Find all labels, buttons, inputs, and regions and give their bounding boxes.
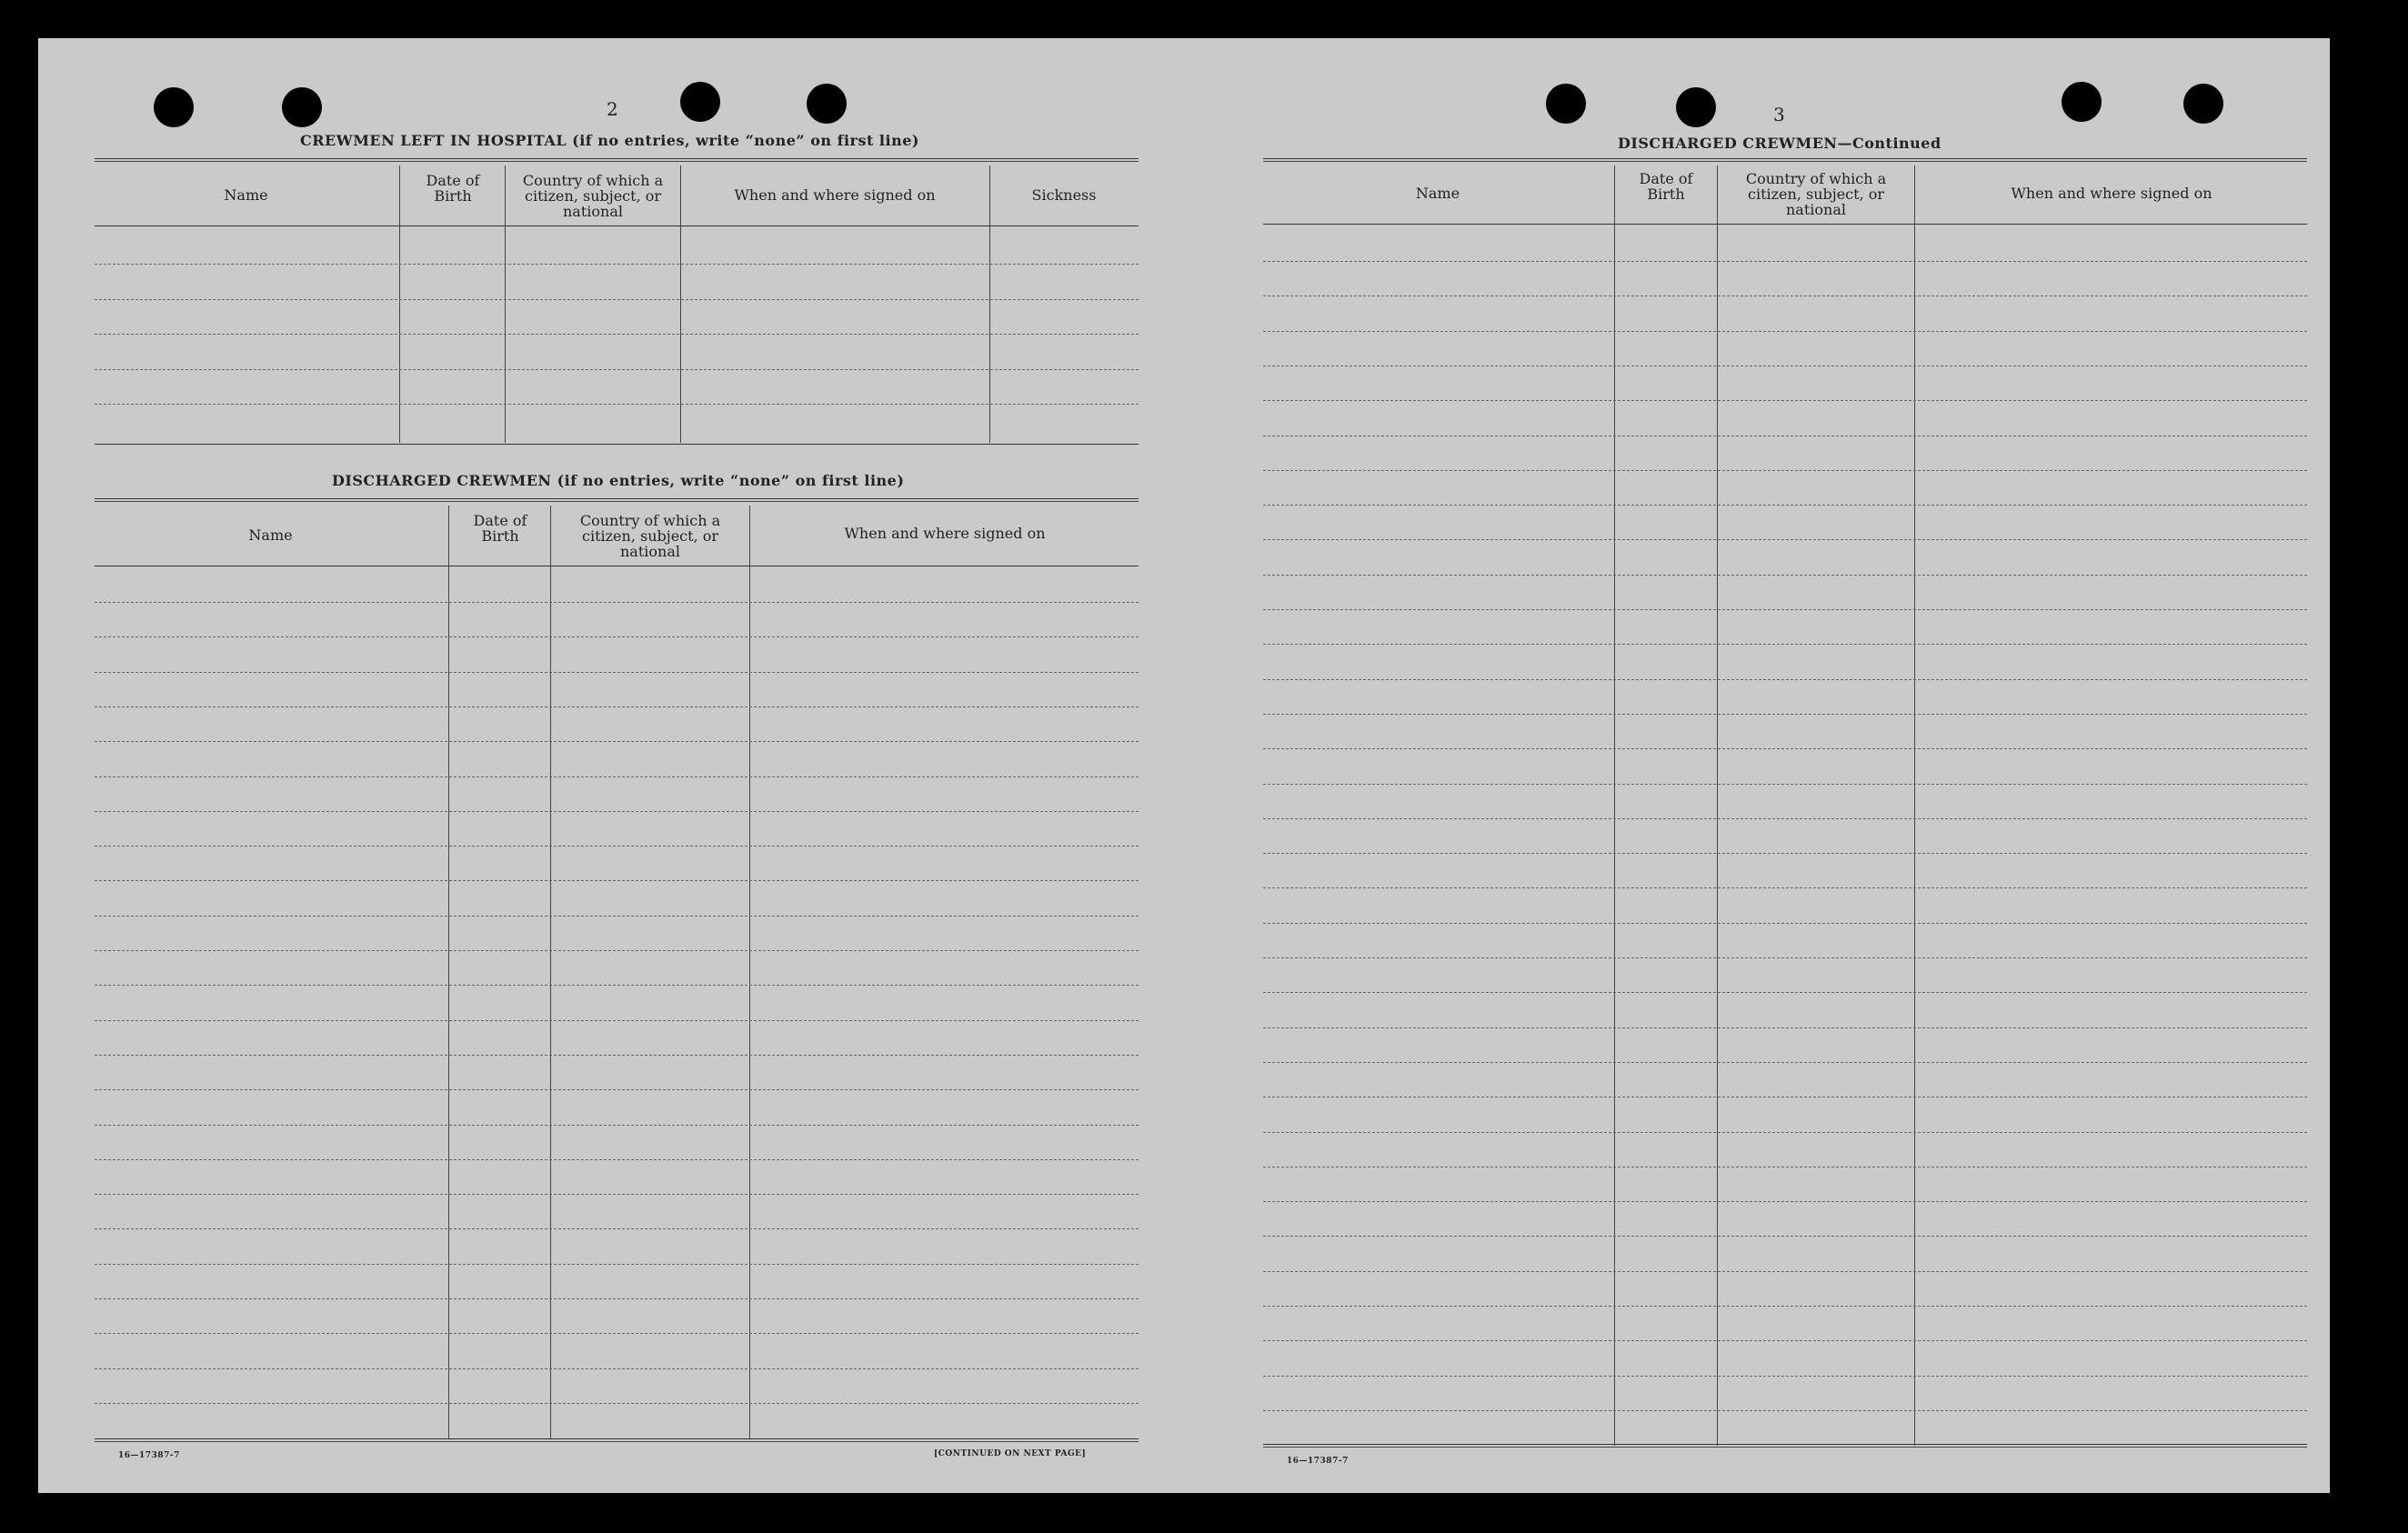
entry-line [95,299,1139,300]
hospital-section-title [300,132,919,149]
right-col-divider [1614,165,1615,1446]
entry-line [1263,784,2307,785]
entry-line [95,1194,1139,1195]
form-sheet [38,38,2330,1493]
entry-line [1263,1271,2307,1272]
punch-hole [2183,84,2223,124]
entry-line [1263,1236,2307,1237]
entry-line [95,1020,1139,1021]
col-header-sickness: Sickness [1031,186,1097,204]
punch-hole [680,82,720,122]
continued-note: [CONTINUED ON NEXT PAGE] [934,1449,1087,1458]
entry-line [95,602,1139,603]
punch-hole [1676,87,1716,127]
entry-line [1263,1132,2307,1133]
col-header-date-of-birth: Date of Birth [1639,170,1693,203]
hospital-col-divider [399,165,400,443]
col-header-date-of-birth: Date of Birth [473,512,527,545]
entry-line [95,950,1139,951]
discharged-top-rule [95,498,1139,502]
entry-line [95,706,1139,707]
entry-line [95,880,1139,881]
entry-line [95,985,1139,986]
hospital-bottom-rule [95,444,1139,445]
entry-line [95,1125,1139,1126]
entry-line [95,1368,1139,1369]
discharged-section-title [332,472,904,489]
entry-line [1263,644,2307,645]
entry-line [95,672,1139,673]
entry-line [1263,331,2307,332]
entry-line [95,811,1139,812]
punch-hole [2062,82,2102,122]
entry-line [95,636,1139,637]
entry-line [1263,400,2307,401]
entry-line [95,1228,1139,1229]
entry-line [95,264,1139,265]
form-number-right: 16—17387-7 [1287,1457,1349,1466]
col-header-signed-on: When and where signed on [844,525,1046,542]
right-col-divider [1717,165,1718,1446]
entry-line [95,741,1139,742]
col-header-country: Country of which a citizen, subject, or national [1745,170,1887,218]
entry-line [95,1089,1139,1090]
entry-line [1263,1340,2307,1341]
entry-line [1263,714,2307,715]
discharged-bottom-rule [95,1438,1139,1442]
form-number-left: 16—17387-7 [118,1451,180,1460]
entry-line [1263,887,2307,888]
entry-line [1263,575,2307,576]
punch-hole [154,87,194,127]
entry-line [95,404,1139,405]
right-bottom-rule [1263,1444,2307,1448]
entry-line [95,916,1139,917]
hospital-col-divider [680,165,681,443]
punch-hole [282,87,322,127]
right-header-rule [1263,224,2307,225]
entry-line [1263,748,2307,749]
col-header-name: Name [224,186,268,204]
entry-line [95,1403,1139,1404]
entry-line [1263,1410,2307,1411]
entry-line [95,1159,1139,1160]
discharged-title-text: DISCHARGED CREWMEN [332,472,552,489]
punch-hole [807,84,847,124]
discharged-continued-title: DISCHARGED CREWMEN—Continued [1618,135,1941,152]
entry-line [95,334,1139,335]
discharged-title-note: (if no entries, write “none” on first line) [557,472,905,489]
entry-line [95,1264,1139,1265]
col-header-date-of-birth: Date of Birth [426,172,480,205]
entry-line [1263,992,2307,993]
entry-line [1263,1306,2307,1307]
hospital-header-rule [95,225,1139,226]
entry-line [1263,923,2307,924]
right-col-divider [1914,165,1915,1446]
entry-line [1263,470,2307,471]
entry-line [1263,853,2307,854]
col-header-country: Country of which a citizen, subject, or national [522,172,664,220]
entry-line [1263,539,2307,540]
entry-line [1263,505,2307,506]
col-header-signed-on: When and where signed on [734,186,936,204]
entry-line [95,846,1139,847]
col-header-name: Name [248,526,293,544]
page-number-left: 2 [607,98,618,120]
entry-line [1263,1027,2307,1028]
entry-line [1263,1201,2307,1202]
col-header-signed-on: When and where signed on [2011,185,2212,202]
entry-line [95,1298,1139,1299]
hospital-top-rule [95,158,1139,162]
entry-line [1263,1376,2307,1377]
hospital-title-text: CREWMEN LEFT IN HOSPITAL [300,132,567,149]
hospital-col-divider [505,165,506,443]
entry-line [1263,1062,2307,1063]
entry-line [95,1055,1139,1056]
punch-hole [1546,84,1586,124]
right-top-rule [1263,158,2307,162]
entry-line [1263,609,2307,610]
hospital-title-note: (if no entries, write “none” on first line) [572,132,919,149]
entry-line [1263,261,2307,262]
col-header-name: Name [1415,185,1460,202]
entry-line [1263,679,2307,680]
page-number-right: 3 [1773,104,1785,125]
entry-line [1263,957,2307,958]
hospital-col-divider [989,165,990,443]
entry-line [95,1333,1139,1334]
col-header-country: Country of which a citizen, subject, or national [579,512,721,560]
entry-line [95,369,1139,370]
entry-line [1263,818,2307,819]
